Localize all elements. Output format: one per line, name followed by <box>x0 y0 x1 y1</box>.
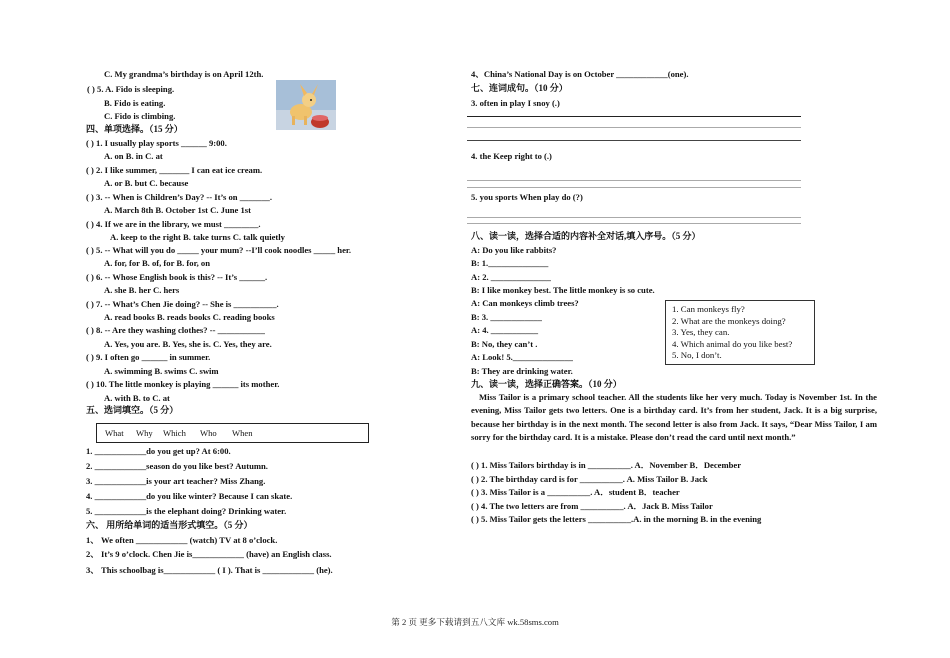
mc-options-8: A. Yes, you are. B. Yes, she is. C. Yes, they are. <box>104 339 272 349</box>
dialog-line-5: A: Can monkeys climb trees? <box>471 298 579 308</box>
reading-question-2: ( ) 2. The birthday card is for __________. A. Miss Tailor B. Jack <box>471 474 708 484</box>
sentence-3: 3. often in play I snoy (.) <box>471 98 560 108</box>
mc-options-2: A. or B. but C. because <box>104 178 189 188</box>
dialog-options-box <box>665 300 815 365</box>
dog-picture-icon <box>276 80 336 130</box>
word-bank-item: What <box>105 428 124 438</box>
mc-options-9: A. swimming B. swims C. swim <box>104 366 219 376</box>
mc-options-6: A. she B. her C. hers <box>104 285 180 295</box>
dialog-line-1: A: Do you like rabbits? <box>471 245 557 255</box>
answer-line <box>467 140 801 141</box>
mc-question-5: ( ) 5. -- What will you do _____ your mum? --I’ll cook noodles _____ her. <box>86 245 352 255</box>
answer-line <box>467 127 801 128</box>
word-bank-item: Which <box>163 428 186 438</box>
answer-line <box>467 223 801 224</box>
mc-question-9: ( ) 9. I often go ______ in summer. <box>86 352 211 362</box>
form-item-4: 4、China’s National Day is on October ____________(one). <box>471 69 689 79</box>
section-9-title: 九、读一读，选择正确答案。（10 分） <box>471 379 622 389</box>
mc-question-7: ( ) 7. -- What’s Chen Jie doing? -- She is __________. <box>86 299 279 309</box>
reading-passage-text: Miss Tailor is a primary school teacher. All the students like her very much. Today is November 1st. In the evening, Miss Tailor gets two letters. One is a birthday card. It’s from her student, Jack. It is a big surprise, because her birthday is in the next month. The second letter is also from Jack. It says, “Dear Miss Tailor, I am sorry for the birthday card. It is a mistake. Please don’t read the card until next month.” <box>471 392 877 443</box>
sentence-4: 4. the Keep right to (.) <box>471 151 552 161</box>
section-5-title: 五、选词填空。（5 分） <box>86 405 179 415</box>
mc-question-2: ( ) 2. I like summer, _______ I can eat ice cream. <box>86 165 263 175</box>
dialog-line-8: B: No, they can’t . <box>471 339 538 349</box>
dialog-line-7: A: 4. ___________ <box>471 325 539 335</box>
dialog-option: 3. Yes, they can. <box>672 327 730 337</box>
dialog-line-9: A: Look! 5.______________ <box>471 352 573 362</box>
dialog-line-10: B: They are drinking water. <box>471 366 573 376</box>
sentence-5: 5. you sports When play do (?) <box>471 192 583 202</box>
form-item-2: 2、 It’s 9 o’clock. Chen Jie is____________ (have) an English class. <box>86 549 332 559</box>
mc-question-8: ( ) 8. -- Are they washing clothes? -- ___________ <box>86 325 265 335</box>
form-item-1: 1、 We often ____________ (watch) TV at 8 o’clock. <box>86 535 278 545</box>
mc-options-7: A. read books B. reads books C. reading books <box>104 312 275 322</box>
word-bank-item: When <box>232 428 253 438</box>
mc-options-1: A. on B. in C. at <box>104 151 163 161</box>
mc-options-4: A. keep to the right B. take turns C. talk quietly <box>110 232 285 242</box>
dialog-option: 4. Which animal do you like best? <box>672 338 793 349</box>
answer-line <box>467 217 801 218</box>
q5-option-c: C. Fido is climbing. <box>104 111 176 121</box>
dialog-line-3: A: 2. ______________ <box>471 272 551 282</box>
q5-option-b: B. Fido is eating. <box>104 98 166 108</box>
dialog-line-4: B: I like monkey best. The little monkey is so cute. <box>471 285 655 295</box>
reading-question-4: ( ) 4. The two letters are from __________. A．Jack B. Miss Tailor <box>471 501 713 511</box>
page-footer: 第 2 页 更多下载请到五八文库 wk.58sms.com <box>391 617 559 627</box>
fill-item-4: 4. ____________do you like winter? Because I can skate. <box>86 491 293 501</box>
section-6-title: 六、 用所给单词的适当形式填空。（5 分） <box>86 520 253 530</box>
mc-question-4: ( ) 4. If we are in the library, we must ________. <box>86 219 261 229</box>
fill-item-3: 3. ____________is your art teacher? Miss Zhang. <box>86 476 266 486</box>
fill-item-2: 2. ____________season do you like best? Autumn. <box>86 461 268 471</box>
mc-question-3: ( ) 3. -- When is Children’s Day? -- It’s on _______. <box>86 192 272 202</box>
mc-question-10: ( ) 10. The little monkey is playing ______ its mother. <box>86 379 280 389</box>
mc-options-5: A. for, for B. of, for B. for, on <box>104 258 210 268</box>
form-item-3: 3、 This schoolbag is____________ ( I ). That is ____________ (he). <box>86 565 333 575</box>
word-bank-item: Who <box>200 428 217 438</box>
dialog-option: 1. Can monkeys fly? <box>672 304 745 314</box>
dialog-line-2: B: 1.______________ <box>471 258 549 268</box>
q4-option-c: C. My grandma’s birthday is on April 12th. <box>104 69 264 79</box>
fill-item-5: 5. ____________is the elephant doing? Drinking water. <box>86 506 287 516</box>
reading-question-3: ( ) 3. Miss Tailor is a __________. A．student B．teacher <box>471 487 680 497</box>
answer-line <box>467 187 801 188</box>
section-8-title: 八、读一读，选择合适的内容补全对话,填入序号。（5 分） <box>471 231 701 241</box>
reading-passage <box>471 391 877 445</box>
answer-line <box>467 116 801 117</box>
mc-options-3: A. March 8th B. October 1st C. June 1st <box>104 205 251 215</box>
mc-question-1: ( ) 1. I usually play sports ______ 9:00. <box>86 138 227 148</box>
dialog-line-6: B: 3. ____________ <box>471 312 542 322</box>
section-4-title: 四、单项选择。（15 分） <box>86 124 183 134</box>
section-7-title: 七、连词成句。（10 分） <box>471 83 568 93</box>
dialog-option: 5. No, I don’t. <box>672 350 722 360</box>
answer-line <box>467 180 801 181</box>
reading-question-1: ( ) 1. Miss Tailors birthday is in __________. A．November B．December <box>471 460 742 470</box>
mc-options-10: A. with B. to C. at <box>104 393 170 403</box>
fill-item-1: 1. ____________do you get up? At 6:00. <box>86 446 231 456</box>
word-bank-box <box>96 423 369 443</box>
q5-option-a: ( ) 5. A. Fido is sleeping. <box>87 84 175 94</box>
dialog-option: 2. What are the monkeys doing? <box>672 315 786 326</box>
mc-question-6: ( ) 6. -- Whose English book is this? -- It’s ______. <box>86 272 268 282</box>
reading-question-5: ( ) 5. Miss Tailor gets the letters __________.A. in the morning B. in the evening <box>471 514 762 524</box>
word-bank-item: Why <box>136 428 153 438</box>
